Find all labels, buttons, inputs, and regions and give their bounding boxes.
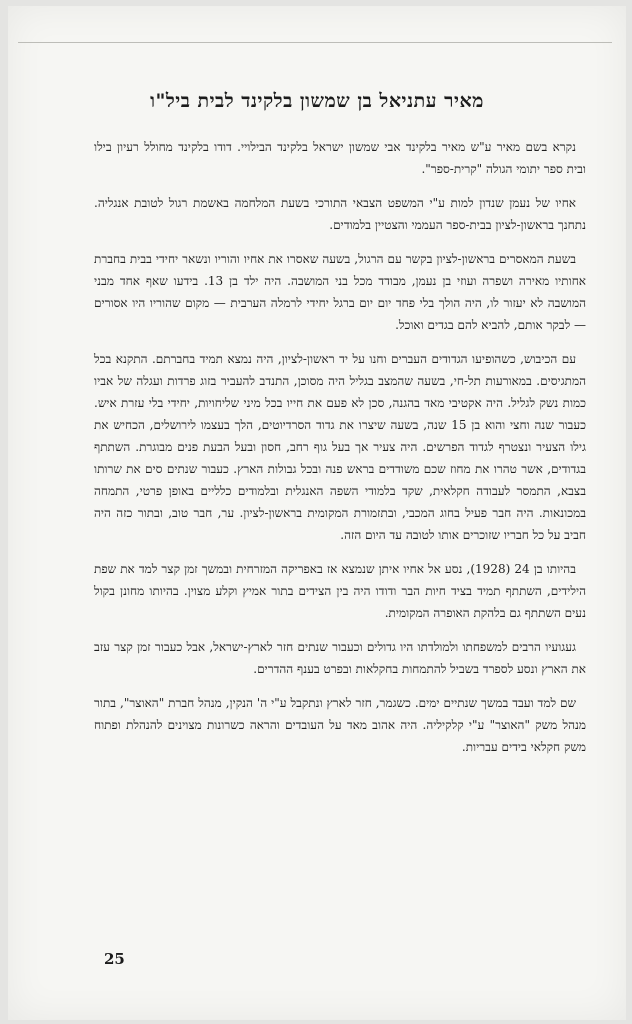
page-number: 25 <box>104 950 125 968</box>
paragraph: בשעת המאסרים בראשון-לציון בקשר עם הרגול, בשעה שאסרו את אחיו והוריו ונשאר יחידי בבית בחברת אחותיו מאירה ושפרה ועוזי בן נעמן, מבודד מכל בני המושבה. היה ילד בן 13. בידעו שאף אחד מבני המושבה לא יעזור לו, היה הולך בלי פחד יום יום ברגל יחידי לרמלה הערבית — מקום שהוריו היו אסורים — לבקר אותם, להביא להם בגדים ואוכל. <box>94 252 586 332</box>
paragraph: נקרא בשם מאיר ע"ש מאיר בלקינד אבי שמשון ישראל בלקינד הבילויי. דודו בלקינד מחולל רעיון בילו ובית ספר יתומי הגולה "קרית-ספר". <box>94 140 586 176</box>
scanned-page <box>8 6 626 1020</box>
scan-edge-line <box>18 42 612 43</box>
paragraph: בהיותו בן 24 (1928), נסע אל אחיו איתן שנמצא אז באפריקה המזרחית ובמשך זמן קצר למד את שפת הילידים, השתתף תמיד בציד חיות הבר ודודו היה בין הצידים בתור אמיץ וקלע מצוין. בהיותו מחונן בקול נעים השתתף גם בלהקת האופרה המקומית. <box>94 562 586 620</box>
page-title: מאיר עתניאל בן שמשון בלקינד לבית ביל"ו <box>150 90 484 112</box>
paragraph: עם הכיבוש, כשהופיעו הגדודים העברים וחנו על יד ראשון-לציון, היה נמצא תמיד בחברתם. התקנא בכל המתגיסים. במאורעות תל-חי, בשעה שהמצב בגליל היה מסוכן, התנדב להעביר בזוג פרדות ועגלה של אביו כמות נשק לגליל. היה אקטיבי מאד בהגנה, סכן לא פעם את חייו בכל מיני שליחויות, יחידי בלי עזרת איש. כעבור שנה וחצי והוא בן 15 שנה, בשעה שיצרו את גדוד הסרדיוטים, הלך בעצמו לירושלים, הכחיש את גילו הצעיר ונצטרף לגדוד הפרשים. היה צעיר אך בעל גוף רחב, חסון ובעל הבעת פנים מבוגרת. השתתף בגדודים, אשר טהרו את מחוז שכם משודדים בראש פנה ובכל גבולות הארץ. כעבור שנתים סים את שרותו בצבא, התמסר לעבודה חקלאית, שקד בלמודי השפה האנגלית ובלמודים כלליים באופן פרטי, התמחה במכונאות. היה חבר פעיל בחוג המכבי, ובתזמורת המקומית בראשון-לציון. ער, חבר טוב, ובתור כזה היה חביב על כל חבריו שזוכרים אותו לטובה עד היום הזה. <box>94 352 586 542</box>
body-text <box>94 136 586 770</box>
paragraph: שם למד ועבד במשך שנתיים ימים. כשגמר, חזר לארץ ונתקבל ע"י ה' הנקין, מנהל חברת "האוצר", בתור מנהל משק "האוצר" ע"י קלקיליה. היה אהוב מאד על העובדים והראה כשרונות מצוינים להנהלת ופתוח משק חקלאי בידים עבריות. <box>94 696 586 754</box>
paragraph: געגועיו הרבים למשפחתו ולמולדתו היו גדולים וכעבור שנתים חזר לארץ-ישראל, אבל כעבור זמן קצר עזב את הארץ ונסע לספרד בשביל להתמחות בחקלאות ובפרט בענף ההדרים. <box>94 640 586 676</box>
paragraph: אחיו של נעמן שנדון למות ע"י המשפט הצבאי התורכי בשעת המלחמה באשמת רגול לטובת אנגליה. נתחנך בראשון-לציון בבית-ספר העממי והצטיין בלמודים. <box>94 196 586 232</box>
